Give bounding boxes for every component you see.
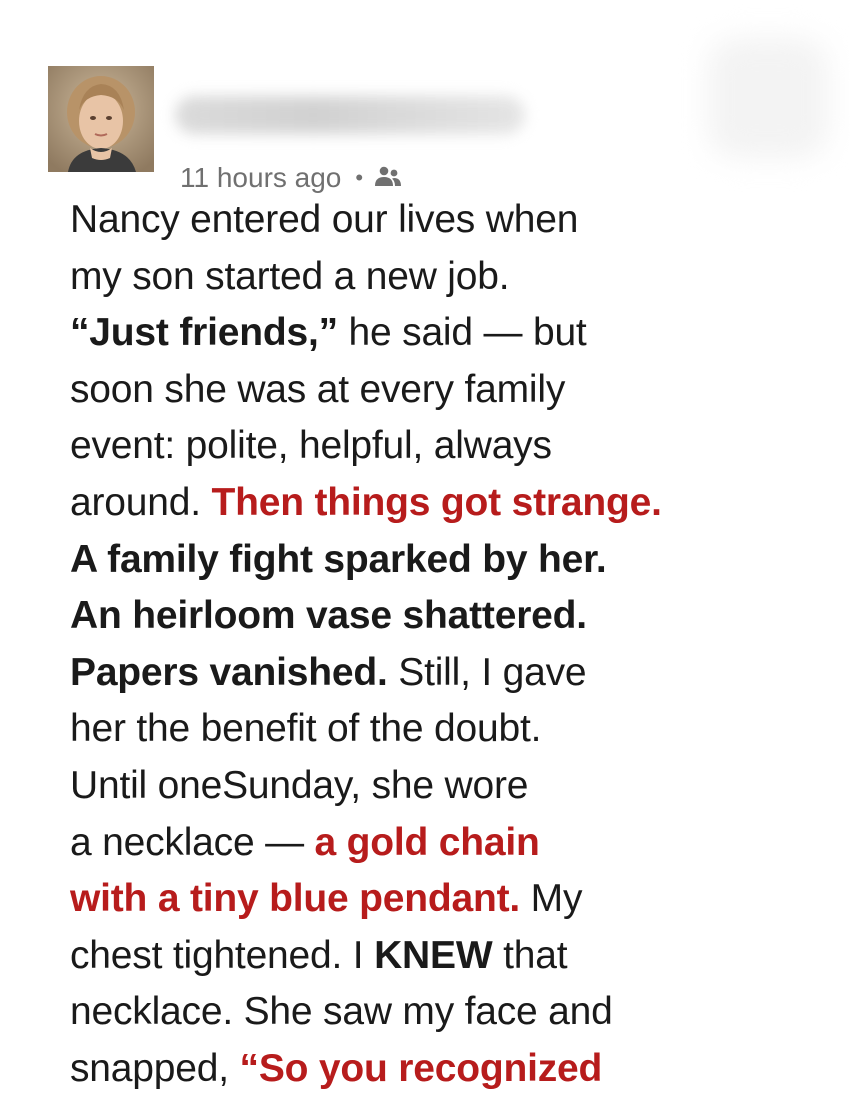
bold-text: Papers vanished. (70, 650, 388, 694)
post-text-line (70, 815, 830, 872)
bold-text: KNEW (374, 933, 493, 977)
post-text-line (70, 1041, 830, 1098)
post-text-line (70, 249, 830, 306)
body-text: event: polite, helpful, always (70, 424, 552, 468)
body-text: around. (70, 480, 212, 524)
bold-text: A family fight sparked by her. (70, 537, 607, 581)
author-name-blurred[interactable] (175, 96, 525, 134)
post-text-line (70, 588, 830, 645)
post-text-line (70, 758, 830, 815)
body-text: soon she was at every family (70, 367, 566, 411)
blurred-menu-area (708, 38, 828, 158)
avatar-photo-icon (48, 66, 154, 172)
post-text-line (70, 192, 830, 249)
meta-separator: • (355, 165, 364, 190)
body-text: Still, I gave (387, 650, 587, 694)
post-text-line (70, 701, 830, 758)
body-text: a necklace — (70, 820, 315, 864)
post-text-line (70, 984, 830, 1041)
post-text-line (70, 532, 830, 589)
body-text: chest tightened. I (70, 933, 375, 977)
post-text-line (70, 645, 830, 702)
post-text-line (70, 928, 830, 985)
body-text: My (520, 877, 583, 921)
highlighted-text: Then things got strange. (211, 480, 662, 524)
highlighted-text: “So you recognized (239, 1046, 603, 1090)
post-text-line (70, 418, 830, 475)
post-text-line (70, 362, 830, 419)
post-meta (180, 160, 403, 196)
body-text: necklace. She saw my face and (70, 990, 613, 1034)
bold-text: “Just friends,” (70, 311, 338, 355)
post-text-line (70, 475, 830, 532)
body-text: Until oneSunday, she wore (70, 763, 529, 807)
post-timestamp[interactable]: 11 hours ago (180, 162, 342, 193)
body-text: her the benefit of the doubt. (70, 707, 542, 751)
bold-text: An heirloom vase shattered. (70, 594, 587, 638)
post-text-line (70, 305, 830, 362)
body-text: snapped, (70, 1046, 240, 1090)
author-avatar[interactable] (48, 66, 154, 172)
body-text: that (492, 933, 568, 977)
post-text-line (70, 871, 830, 928)
post-text (70, 192, 830, 1098)
body-text: he said — but (337, 311, 587, 355)
body-text: my son started a new job. (70, 254, 510, 298)
highlighted-text: a gold chain (314, 820, 540, 864)
body-text: Nancy entered our lives when (70, 198, 579, 241)
highlighted-text: with a tiny blue pendant. (70, 877, 521, 921)
